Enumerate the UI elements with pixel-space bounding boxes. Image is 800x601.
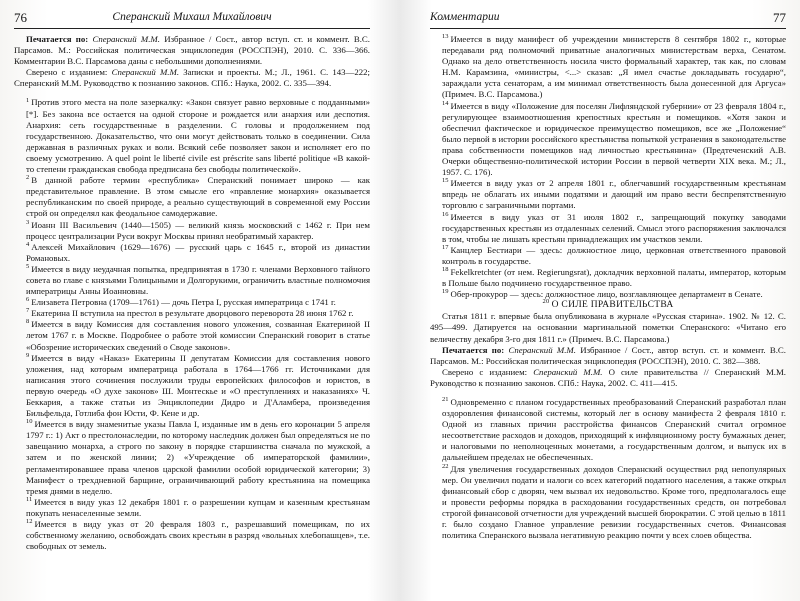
footnote-11-text: Имеется в виду указ 12 декабря 1801 г. о разрешении купцам и казенным крестьянам покупать ненаселенные земли.	[26, 496, 370, 518]
article-dating	[430, 311, 786, 344]
footnote-8-marker: 8	[26, 318, 30, 326]
footnote-21-marker: 21	[442, 396, 449, 404]
footnote-19-text: Обер-прокурор — здесь: должностное лицо, возглавляющее департамент в Сенате.	[450, 289, 763, 300]
footnote-8	[14, 319, 370, 352]
section-heading	[430, 300, 786, 311]
footnote-4-marker: 4	[26, 240, 30, 248]
footnote-2-marker: 2	[26, 174, 30, 182]
footnote-21-text: Одновременно с планом государственных преобразований Сперанский разработал план оздоровления финансовой системы, который лег в основу манифеста 2 февраля 1810 г. Одной из главных причин расстройства финансов Сперанский считал огромное несоответствие расходов и доходов, приходящий к инфляционному росту бумажных денег, и налоговыми по неполноценных монетами, а государственным долгом, и выпуск их в дальнейшем пределах не обеспеченных.	[442, 397, 786, 463]
article-dating-text: Статья 1811 г. впервые была опубликована в журнале «Русская старина». 1902. № 12. С. 495—499. Датируется на основании маргинальной пометки Сперанского: «Читано его величеству декабря 3-го дня 1811 г.» (Примеч. В.С. Парсамова.)	[430, 311, 786, 344]
footnote-1-text: Против этого места на поле зазеркалку: «Закон связует равно верховные с подданными» [*]. Без закона все остается на одной стороне и рождается или анархия или деспотия. Анархия: сеть государственные в разделении. С головы и продолжением под государственною. Доказательство, что они могут действовать только в соединении. Сила державная в различных руках и воли. Всякий себе позволяет закон и исполняет его по своему усмотрению. A quel point le liberté civile est préscrite sans liberté politique «В какой-то степени гражданская свобода предписана без свободы политической».	[26, 97, 370, 175]
right-page	[430, 0, 786, 601]
footnote-14	[430, 101, 786, 179]
section-publication-source	[430, 345, 786, 367]
footnote-17-marker: 17	[442, 243, 449, 251]
footnote-9-text: Имеется в виду «Наказ» Екатерины II депутатам Комиссии для составления нового уложения, над которым императрица работала в 1764—1766 гг. Источниками для написания этого сочинения послужили труды европейских философов и юристов, в первую очередь «О духе законов» Ш. Монтескье и «О преступлениях и наказаниях» Ч. Беккария, а также статьи из Энциклопедии Дидро и Д'Аламбера, произведения Бильфельда, Готлиба фон Юсти, Ф. Кене и др.	[26, 352, 370, 419]
left-page-number: 76	[14, 10, 27, 25]
section-publication-rest: Избранное / Сост., автор вступ. ст. и коммент. В.С. Парсамов. М.: Российская политическая энциклопедия (РОССПЭН), 2010. С. 382—388.	[430, 344, 786, 366]
footnote-16	[430, 212, 786, 245]
right-running-title: Комментарии	[430, 11, 500, 23]
collation-label: Сверено с изданием:	[26, 67, 112, 78]
footnote-18-text: Fekelkretchter (от нем. Regierungsrat), докладчик верховной палаты, император, которым в Польше было подчинено государственное право.	[442, 266, 786, 289]
publication-rest: Избранное / Сост., автор вступ. ст. и коммент. В.С. Парсамов. М.: Российская политическая энциклопедия (РОССПЭН), 2010. С. 336—366. Комментарии В.С. Парсамова даны с небольшими дополнениями.	[14, 34, 370, 67]
footnote-16-text: Имеется в виду указ от 31 июля 1802 г., запрещающий покупку заводами государственных крестьян из отдаленных селений. Смысл этого распоряжения заключался в том, чтобы не лишать крестьян принадлежащих им участков земли.	[442, 211, 786, 244]
section-publication-label: Печатается по:	[442, 344, 505, 355]
section-collation-rest: О силе правительства // Сперанский М.М. Руководство к познанию законов. СПб.: Наука, 2002. С. 411—415.	[430, 366, 786, 388]
left-page	[14, 0, 370, 601]
footnote-12-text: Имеется в виду указ от 20 февраля 1803 г., разрешавший помещикам, по их собственному желанию, освобождать своих крестьян в разряд «вольных хлебопашцев», т.е. свободных от земель.	[26, 519, 370, 552]
footnote-22	[430, 464, 786, 542]
footnote-13-marker: 13	[442, 33, 449, 41]
footnote-3-marker: 3	[26, 218, 30, 226]
footnote-8-text: Имеется в виду Комиссия для составления нового уложения, созванная Екатериной II летом 1767 г. в Москве. Подробнее о работе этой комиссии Сперанский говорит в статье «Обозрение исторических сведений о Своде законов».	[26, 319, 370, 352]
footnote-15-text: Имеется в виду указ от 2 апреля 1801 г., облегчавший государственным крестьянам впредь не облагать их иными податями и дающий им право вести беспрепятственную торговлю с заграничными портами.	[442, 178, 786, 211]
section-collation-label: Сверено с изданием:	[442, 366, 534, 377]
footnote-5-marker: 5	[26, 262, 30, 270]
publication-source	[14, 34, 370, 67]
footnote-16-marker: 16	[442, 210, 449, 218]
footnote-12-marker: 12	[26, 518, 33, 526]
footnote-21	[430, 397, 786, 464]
footnote-13-text: Имеется в виду манифест об учреждении министерств 8 сентября 1802 г., которые передавали ряд полномочий приватные аналогичных министерствам верха, Сенатом. Однако на дело ответственность носила чисто формальный характер, так как, по словам Н.М. Карамзина, «министры, <...> сказав: „Я имел счастье докладывать государю“, зараждали уста сенаторам, а им минимал ответственность была донесенной для Аргуса» (Примеч. В.С. Парсамова.)	[442, 34, 786, 100]
footnote-17	[430, 245, 786, 267]
footnote-12	[14, 519, 370, 552]
footnote-7	[14, 308, 370, 319]
footnote-1-marker: 1	[26, 96, 30, 104]
footnote-22-text: Для увеличения государственных доходов Сперанский осуществил ряд непопулярных мер. Он увеличил подати и налоги со всех категорий податного населения, а также открыл финансовый сбор с дворян, чем вызвал их недовольство. Кроме того, предполагалось еще и провести реформы порядка в расходовании государственных средств, он потребовал строгой финансовой отчетности для учреждений высшей бюрократии. С этой целью в 1811 г. было создано Главное управление ревизии государственных счетов. Финансовая политика Сперанского вызвала негативную реакцию почти у всех слоев общества.	[442, 463, 786, 541]
footnote-3	[14, 220, 370, 242]
footnote-13	[430, 34, 786, 101]
footnote-6-text: Елизавета Петровна (1709—1761) — дочь Петра I, русская императрица с 1741 г.	[31, 297, 336, 308]
left-running-title: Сперанский Михаил Михайлович	[112, 11, 272, 23]
footnote-19	[430, 289, 786, 300]
left-page-body	[14, 34, 370, 597]
footnote-10-text: Имеется в виду знаменитые указы Павла I, изданные им в день его коронации 5 апреля 1797 г.: 1) Акт о престолонаследии, по которому наследник должен был определяться не по завещанию монарха, а строго по закону в порядке старшинства сначала по мужской, а затем и по женской линии; 2) «Учреждение об императорской фамилии», регламентировавшее права членов царской фамилии особой юридической категории; 3) Манифест о трехдневной барщине, ограничивающий работу крестьянина на помещика тремя днями в неделю.	[26, 419, 370, 496]
right-page-number: 77	[773, 10, 786, 25]
footnote-10-marker: 10	[26, 418, 33, 426]
footnote-7-text: Екатерина II вступила на престол в результате дворцового переворота 28 июня 1762 г.	[31, 308, 354, 319]
footnote-3-text: Иоанн III Васильевич (1440—1505) — великий князь московский с 1462 г. При нем процесс централизации Руси вокруг Москвы принял необратимый характер.	[26, 219, 370, 241]
footnote-7-marker: 7	[26, 307, 30, 315]
footnote-4	[14, 242, 370, 264]
footnote-18-marker: 18	[442, 266, 449, 274]
footnote-6	[14, 297, 370, 308]
footnote-2-text: В данной работе термин «республика» Сперанский понимает широко — как представительное правление. В этом смысле его «правление монархия» оказывается республиканским по своей природе, а реально существующий в современной ему России строй он определял как феодальное самодержавие.	[26, 175, 370, 219]
footnote-1	[14, 97, 370, 175]
footnote-11	[14, 497, 370, 519]
collation-author: Сперанский М.М.	[111, 67, 180, 78]
footnote-5-text: Имеется в виду неудачная попытка, предпринятая в 1730 г. членами Верховного тайного совета во главе с князьями Голицыными и Долгорукими, ограничить властные полномочия императрицы Анны Иоанновны.	[26, 263, 370, 297]
publication-label: Печатается по:	[26, 34, 89, 44]
footnote-9	[14, 353, 370, 420]
publication-author: Сперанский М.М.	[92, 34, 160, 44]
section-heading-text: О СИЛЕ ПРАВИТЕЛЬСТВА	[551, 300, 674, 311]
footnote-14-text: Имеется в виду «Положение для поселян Лифляндской губернии» от 23 февраля 1804 г., регулирующее взаимоотношения крепостных крестьян и помещиков. «Хотя закон и обеспечил фактическое и юридическое преимущество помещиков, все же „Положение“ было первой в истории российского крестьянства попыткой устранения в законодательстве права собственности помещиков над личностью крестьянина» (Предтеченский А.В. Очерки общественно-политической истории России в первой четверти XIX века. М.; Л., 1957. С. 176).	[442, 100, 786, 178]
collation-rest: Записки и проекты. М.; Л., 1961. С. 143—222; Сперанский М.М. Руководство к познанию законов. СПб.: Наука, 2002. С. 335—394.	[14, 67, 370, 89]
footnote-15	[430, 178, 786, 211]
footnote-19-marker: 19	[442, 288, 449, 296]
section-heading-marker: 20	[542, 298, 550, 306]
footnote-15-marker: 15	[442, 177, 449, 185]
footnote-14-marker: 14	[442, 99, 449, 107]
right-page-body	[430, 34, 786, 597]
footnote-10	[14, 419, 370, 497]
section-collation-source	[430, 367, 786, 389]
footnote-2	[14, 175, 370, 219]
footnote-9-marker: 9	[26, 351, 30, 359]
right-running-head	[430, 6, 786, 29]
left-running-head	[14, 6, 370, 29]
footnote-18	[430, 267, 786, 289]
footnote-11-marker: 11	[26, 495, 33, 503]
collation-source	[14, 67, 370, 89]
section-publication-author: Сперанский М.М.	[508, 344, 576, 355]
footnote-5	[14, 264, 370, 297]
footnote-6-marker: 6	[26, 296, 30, 304]
section-collation-author: Сперанский М.М.	[533, 366, 603, 377]
footnote-17-text: Канцлер Бестиари — здесь: должностное лицо, церковная ответственного правовой контроль в государстве.	[442, 244, 786, 266]
footnote-4-text: Алексей Михайлович (1629—1676) — русский царь с 1645 г., второй из династии Романовых.	[26, 241, 370, 263]
footnote-22-marker: 22	[442, 462, 449, 470]
